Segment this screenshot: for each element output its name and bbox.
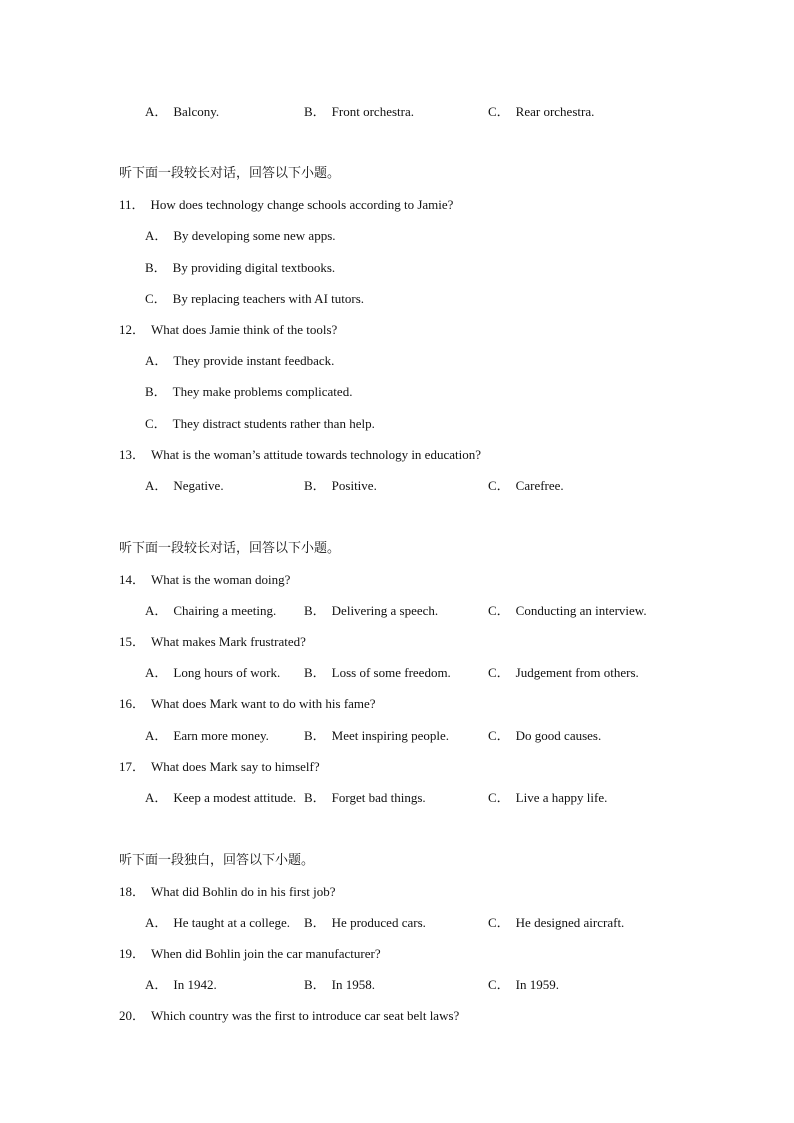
q19-option-a: A． In 1942. — [145, 977, 217, 992]
q17-option-b: B． Forget bad things. — [304, 790, 426, 805]
q18-option-a: A． He taught at a college. — [145, 915, 290, 930]
q12-option-b: B． They make problems complicated. — [145, 384, 353, 399]
q11-option-b: B． By providing digital textbooks. — [145, 260, 336, 275]
section-heading-3: 听下面一段独白，回答以下小题。 — [119, 853, 315, 868]
q20-question: 20． Which country was the first to introduce car seat belt laws? — [119, 1008, 460, 1023]
q13-option-a: A． Negative. — [145, 478, 224, 493]
q14-question: 14． What is the woman doing? — [119, 572, 291, 587]
q14-option-c: C． Conducting an interview. — [488, 603, 647, 618]
q14-option-b: B． Delivering a speech. — [304, 603, 439, 618]
q16-option-a: A． Earn more money. — [145, 728, 269, 743]
q15-option-c: C． Judgement from others. — [488, 665, 639, 680]
q16-option-b: B． Meet inspiring people. — [304, 728, 450, 743]
q13-option-b: B． Positive. — [304, 478, 377, 493]
section-heading-2: 听下面一段较长对话，回答以下小题。 — [119, 541, 341, 556]
q13-question: 13． What is the woman’s attitude towards technology in education? — [119, 447, 481, 462]
q11-question: 11． How does technology change schools according to Jamie? — [119, 197, 454, 212]
q17-option-a: A． Keep a modest attitude. — [145, 790, 297, 805]
section-heading-1: 听下面一段较长对话，回答以下小题。 — [119, 166, 341, 181]
q10-option-a: A． Balcony. — [145, 104, 220, 119]
q16-option-c: C． Do good causes. — [488, 728, 602, 743]
q17-question: 17． What does Mark say to himself? — [119, 759, 320, 774]
q15-question: 15． What makes Mark frustrated? — [119, 634, 306, 649]
q10-option-b: B． Front orchestra. — [304, 104, 414, 119]
q18-question: 18． What did Bohlin do in his first job? — [119, 884, 336, 899]
q18-option-c: C． He designed aircraft. — [488, 915, 625, 930]
q17-option-c: C． Live a happy life. — [488, 790, 608, 805]
q14-option-a: A． Chairing a meeting. — [145, 603, 277, 618]
q19-option-c: C． In 1959. — [488, 977, 560, 992]
q11-option-c: C． By replacing teachers with AI tutors. — [145, 291, 365, 306]
q18-option-b: B． He produced cars. — [304, 915, 426, 930]
q12-option-c: C． They distract students rather than help. — [145, 416, 375, 431]
q16-question: 16． What does Mark want to do with his fame? — [119, 696, 376, 711]
q11-option-a: A． By developing some new apps. — [145, 228, 336, 243]
q19-question: 19． When did Bohlin join the car manufacturer? — [119, 946, 381, 961]
q12-question: 12． What does Jamie think of the tools? — [119, 322, 338, 337]
q12-option-a: A． They provide instant feedback. — [145, 353, 335, 368]
q15-option-a: A． Long hours of work. — [145, 665, 281, 680]
q10-option-c: C． Rear orchestra. — [488, 104, 595, 119]
q13-option-c: C． Carefree. — [488, 478, 564, 493]
q19-option-b: B． In 1958. — [304, 977, 376, 992]
q15-option-b: B． Loss of some freedom. — [304, 665, 451, 680]
